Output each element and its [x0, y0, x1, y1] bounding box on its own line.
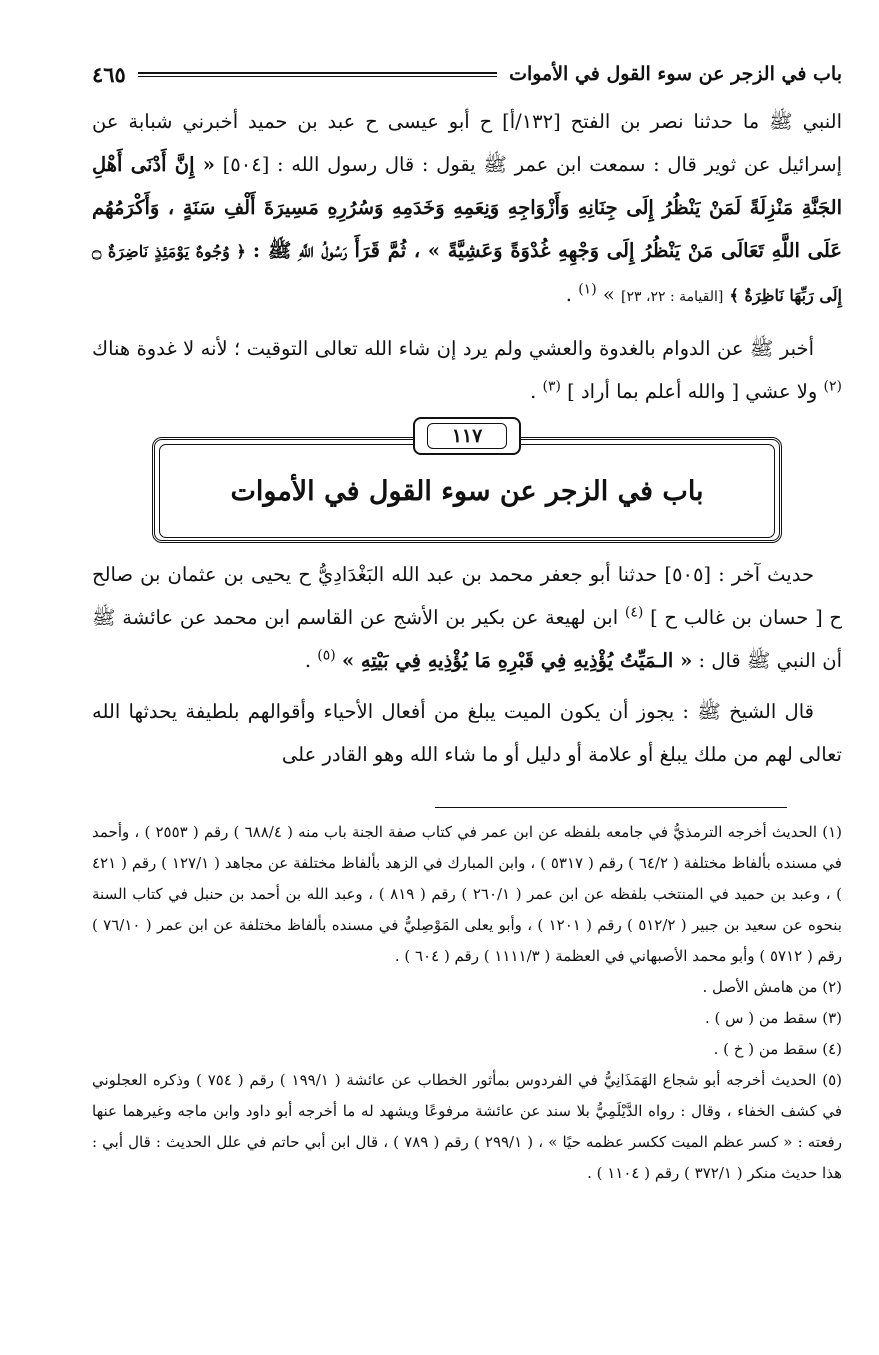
chapter-number-box: [413, 417, 521, 455]
chapter-frame-inner: [159, 444, 775, 538]
narration-chain-2: ابن لهيعة عن بكير بن الأشج عن القاسم ابن محمد عن عائشة ﷺ أن النبي ﷺ قال :: [92, 606, 842, 672]
footnote-divider: [435, 807, 787, 808]
quran-verse: ﴿ وُجُوهٌ يَوْمَئِذٍ نَاضِرَةٌ ۝ إِلَى رَبِّهَا نَاظِرَةٌ ﴾: [92, 242, 842, 305]
paragraph-sheikh: [92, 690, 842, 776]
footnote-2: (٢) من هامش الأصل .: [702, 978, 842, 996]
quote-close: »: [596, 283, 615, 306]
narration-chain: النبي ﷺ ما حدثنا نصر بن الفتح [١٣٢/أ] ح أبو عيسى ح عبد بن حميد أخبرني شبابة عن إسرائيل عن ثوير قال : سمعت ابن عمر ﷺ يقول : قال رسول الله : [٥٠٤]: [92, 110, 843, 176]
footnote-marker-1: (١): [578, 281, 597, 298]
chapter-heading: [92, 417, 842, 545]
period: .: [565, 283, 579, 306]
hadith-text: « الـمَيِّتُ يُؤْذِيهِ فِي قَبْرِهِ مَا يُؤْذِيهِ فِي بَيْتِهِ »: [341, 649, 693, 672]
paragraph-hadith-505: [92, 553, 842, 682]
footnote-marker-2: (٢): [823, 378, 842, 395]
commentary-text-2: ولا عشي [ والله أعلم بما أراد ]: [567, 380, 824, 403]
narration-tail: رَسُولُ اللَّهِ ﷺ :: [252, 239, 348, 262]
running-header: [92, 54, 842, 94]
footnotes: [92, 817, 842, 1189]
footnote-5: (٥) الحديث أخرجه أبو شجاع الهَمَذَانِيُّ في الفردوس بمأثور الخطاب عن عائشة ( ١٩٩/١ ) رقم ( ٧٥٤ ) وذكره العجلوني في كشف الخفاء ، وقال : رواه الدَّيْلَمِيُّ بلا سند عن عائشة مرفوعًا ويشهد له ما أخرجه أبو داود وابن ماجه وغيرهما عنها رفعته : « كسر عظم الميت ككسر عظمه حيًا » ، ( ٢٩٩/١ ) رقم ( ٧٨٩ ) ، قال ابن أبي حاتم في علل الحديث : قال أبي : هذا حديث منكر ( ٣٧٢/١ ) رقم ( ١١٠٤ ) .: [92, 1071, 843, 1182]
chapter-number: ١١٧: [427, 423, 507, 449]
footnote-3: (٣) سقط من ( س ) .: [704, 1009, 842, 1027]
footnote-4: (٤) سقط من ( خ ) .: [713, 1040, 842, 1058]
chapter-title: باب في الزجر عن سوء القول في الأموات: [230, 475, 704, 507]
page-body: [92, 54, 842, 776]
sheikh-commentary: قال الشيخ ﷺ : يجوز أن يكون الميت يبلغ من أفعال الأحياء وأقوالهم بلطيفة يحدثها الله تعالى لهم من ملك يبلغ أو علامة أو دليل أو ما شاء الله وهو القادر على: [92, 700, 842, 766]
hadith-text: « إِنَّ أَدْنَى أَهْلِ الجَنَّةِ مَنْزِلَةً لَمَنْ يَنْظُرُ إِلَى جِنَانِهِ وَأَزْوَاجِهِ وَنِعَمِهِ وَخَدَمِهِ وَسُرُرِهِ مَسِيرَةَ أَلْفِ سَنَةٍ ، وَأَكْرَمُهُم عَلَى اللَّهِ تَعَالَى مَنْ يَنْظُرُ إِلَى وَجْهِهِ غُدْوَةً وَعَشِيَّةً » ، ثُمَّ قَرَأَ: [92, 153, 843, 262]
period: .: [530, 380, 543, 403]
running-title: باب في الزجر عن سوء القول في الأموات: [509, 63, 842, 85]
narration-chain: حديث آخر : [٥٠٥] حدثنا أبو جعفر محمد بن عبد الله البَغْدَادِيُّ ح يحيى بن عثمان بن صالح ح [ حسان بن غالب ح ]: [92, 563, 843, 629]
footnote-marker-5: (٥): [317, 647, 336, 664]
commentary-text: أخبر ﷺ عن الدوام بالغدوة والعشي ولم يرد إن شاء الله تعالى التوقيت ؛ لأنه لا غدوة هناك: [92, 337, 814, 360]
paragraph-hadith-504: [92, 100, 842, 319]
paragraph-commentary: [92, 327, 842, 413]
page-number: ٤٦٥: [92, 61, 126, 87]
footnote-marker-3: (٣): [542, 378, 561, 395]
period: .: [304, 649, 318, 672]
header-rule: [138, 72, 497, 77]
footnote-1: (١) الحديث أخرجه الترمذيُّ في جامعه بلفظه عن ابن عمر في كتاب صفة الجنة باب منه ( ٦٨٨/٤ ) رقم ( ٢٥٥٣ ) ، وأحمد في مسنده بألفاظ مختلفة ( ٦٤/٢ ) رقم ( ٥٣١٧ ) ، وابن المبارك في الزهد بألفاظ مختلفة عن مجاهد ( ١٢٧/١ ) رقم ( ٤٢١ ) ، وعبد بن حميد في المنتخب بلفظه عن ابن عمر ( ٢٦٠/١ ) رقم ( ٨١٩ ) ، وعبد الله بن أحمد بن حنبل في كتاب السنة بنحوه عن سعيد بن جبير ( ٥١٢/٢ ) رقم ( ١٢٠١ ) ، وأبو يعلى المَوْصِليُّ في مسنده بألفاظ مختلفة عن ابن عمر ( ٧٦/١٠ ) رقم ( ٥٧١٢ ) وأبو محمد الأصبهاني في العظمة ( ١١١١/٣ ) رقم ( ٦٠٤ ) .: [92, 823, 842, 965]
quran-reference: [القيامة : ٢٢، ٢٣]: [621, 289, 724, 305]
footnote-marker-4: (٤): [624, 604, 644, 621]
